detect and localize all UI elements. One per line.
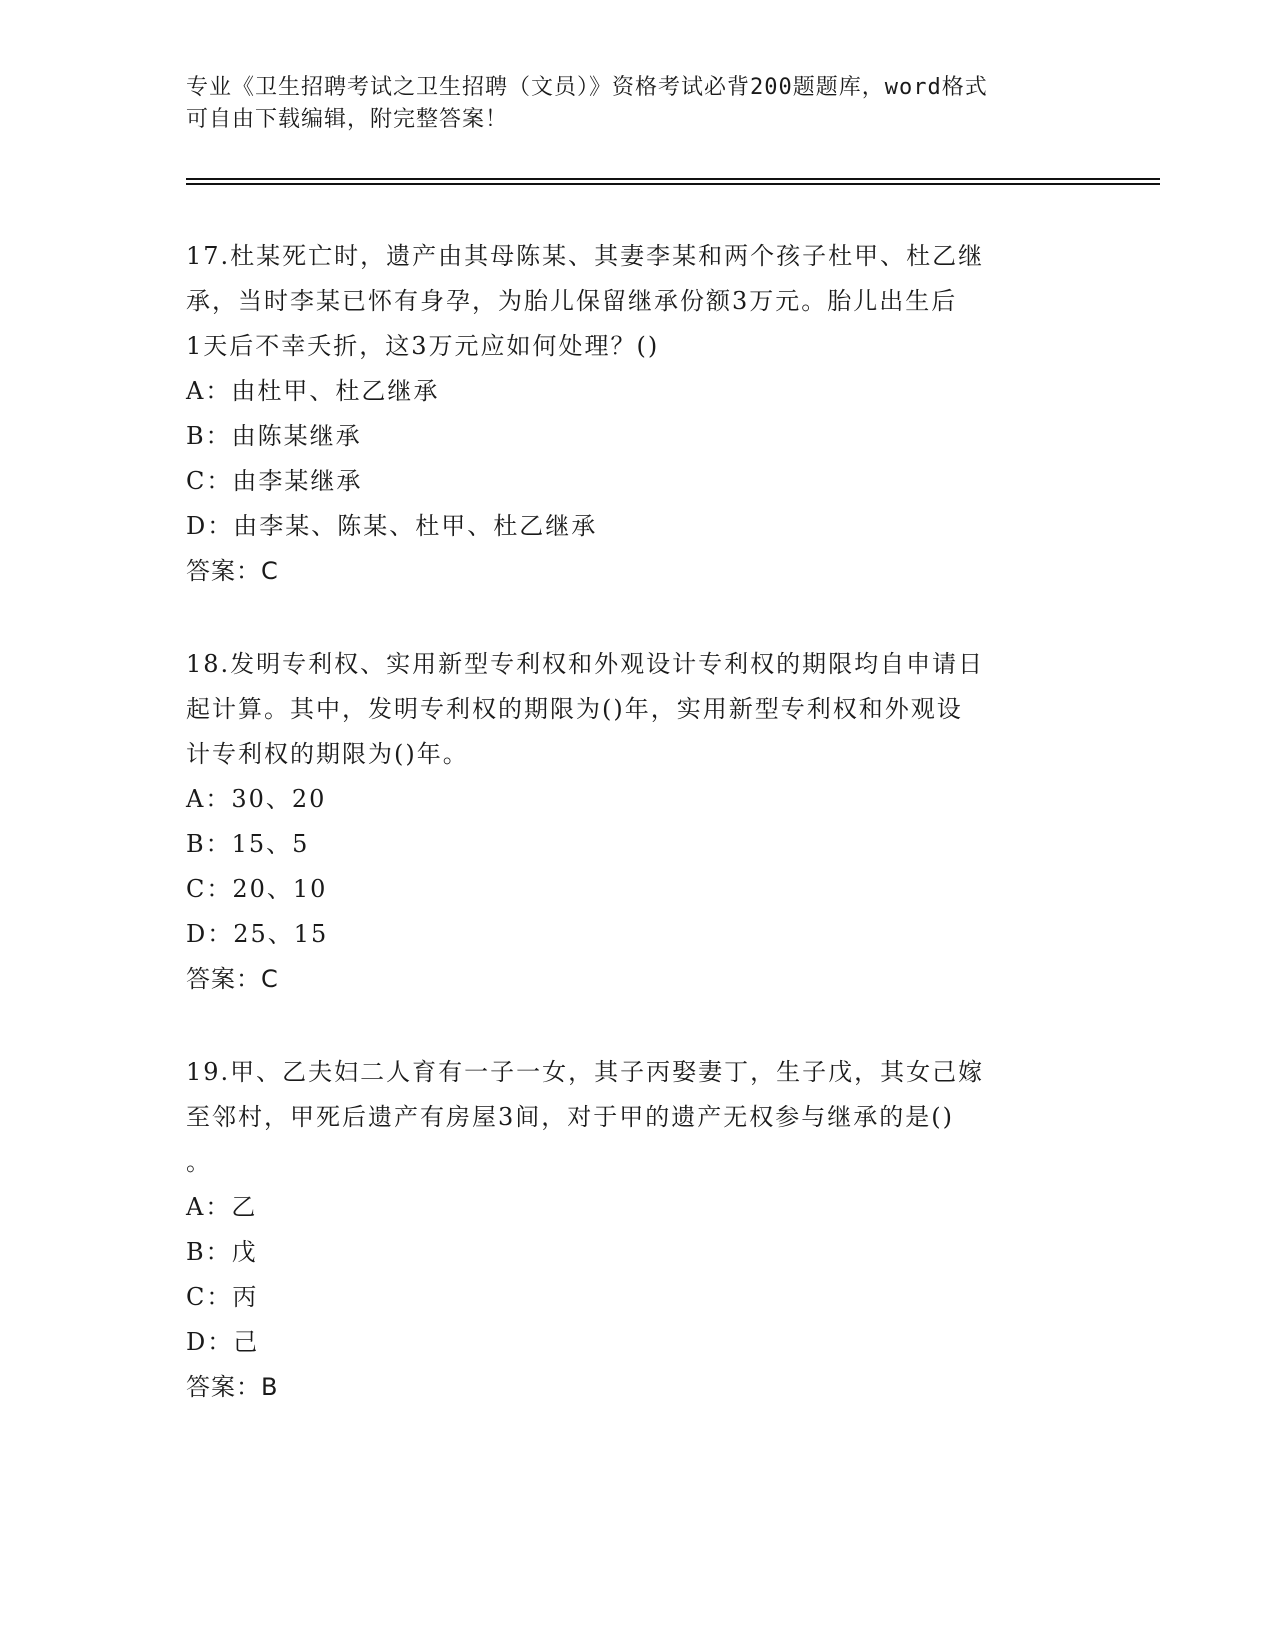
option-b: B：15、5 [186, 830, 310, 858]
answer-line: 答案：C [186, 557, 279, 585]
question-stem-line: 承，当时李某已怀有身孕，为胎儿保留继承份额3万元。胎儿出生后 [186, 287, 958, 315]
option-b: B：戊 [186, 1238, 258, 1266]
question-stem-line: 计专利权的期限为()年。 [186, 740, 469, 768]
option-d: D：由李某、陈某、杜甲、杜乙继承 [186, 512, 598, 540]
question-stem-line: 17.杜某死亡时，遗产由其母陈某、其妻李某和两个孩子杜甲、杜乙继 [186, 242, 985, 270]
question-stem-line: 至邻村，甲死后遗产有房屋3间，对于甲的遗产无权参与继承的是() [186, 1103, 954, 1131]
question-19 [186, 1050, 1066, 1410]
question-stem-line: 1天后不幸夭折，这3万元应如何处理？() [186, 332, 660, 360]
option-c: C：丙 [186, 1283, 259, 1311]
question-17 [186, 234, 1066, 594]
option-c: C：20、10 [186, 875, 328, 903]
question-stem-line: 。 [186, 1148, 212, 1176]
option-a: A：由杜甲、杜乙继承 [186, 377, 440, 405]
question-stem-line: 18.发明专利权、实用新型专利权和外观设计专利权的期限均自申请日 [186, 650, 985, 678]
option-a: A：乙 [186, 1193, 258, 1221]
question-18 [186, 642, 1066, 1002]
option-d: D：25、15 [186, 920, 329, 948]
question-stem-line: 19.甲、乙夫妇二人育有一子一女，其子丙娶妻丁，生子戊，其女己嫁 [186, 1058, 985, 1086]
answer-line: 答案：B [186, 1373, 279, 1401]
header-title-line-2: 可自由下载编辑，附完整答案！ [186, 107, 509, 132]
answer-line: 答案：C [186, 965, 279, 993]
document-header [186, 72, 1066, 136]
header-title-line-1: 专业《卫生招聘考试之卫生招聘（文员）》资格考试必背200题题库，word格式 [186, 75, 988, 100]
option-d: D：己 [186, 1328, 260, 1356]
option-b: B：由陈某继承 [186, 422, 362, 450]
header-divider [186, 178, 1160, 185]
option-a: A：30、20 [186, 785, 327, 813]
question-stem-line: 起计算。其中，发明专利权的期限为()年，实用新型专利权和外观设 [186, 695, 963, 723]
option-c: C：由李某继承 [186, 467, 363, 495]
